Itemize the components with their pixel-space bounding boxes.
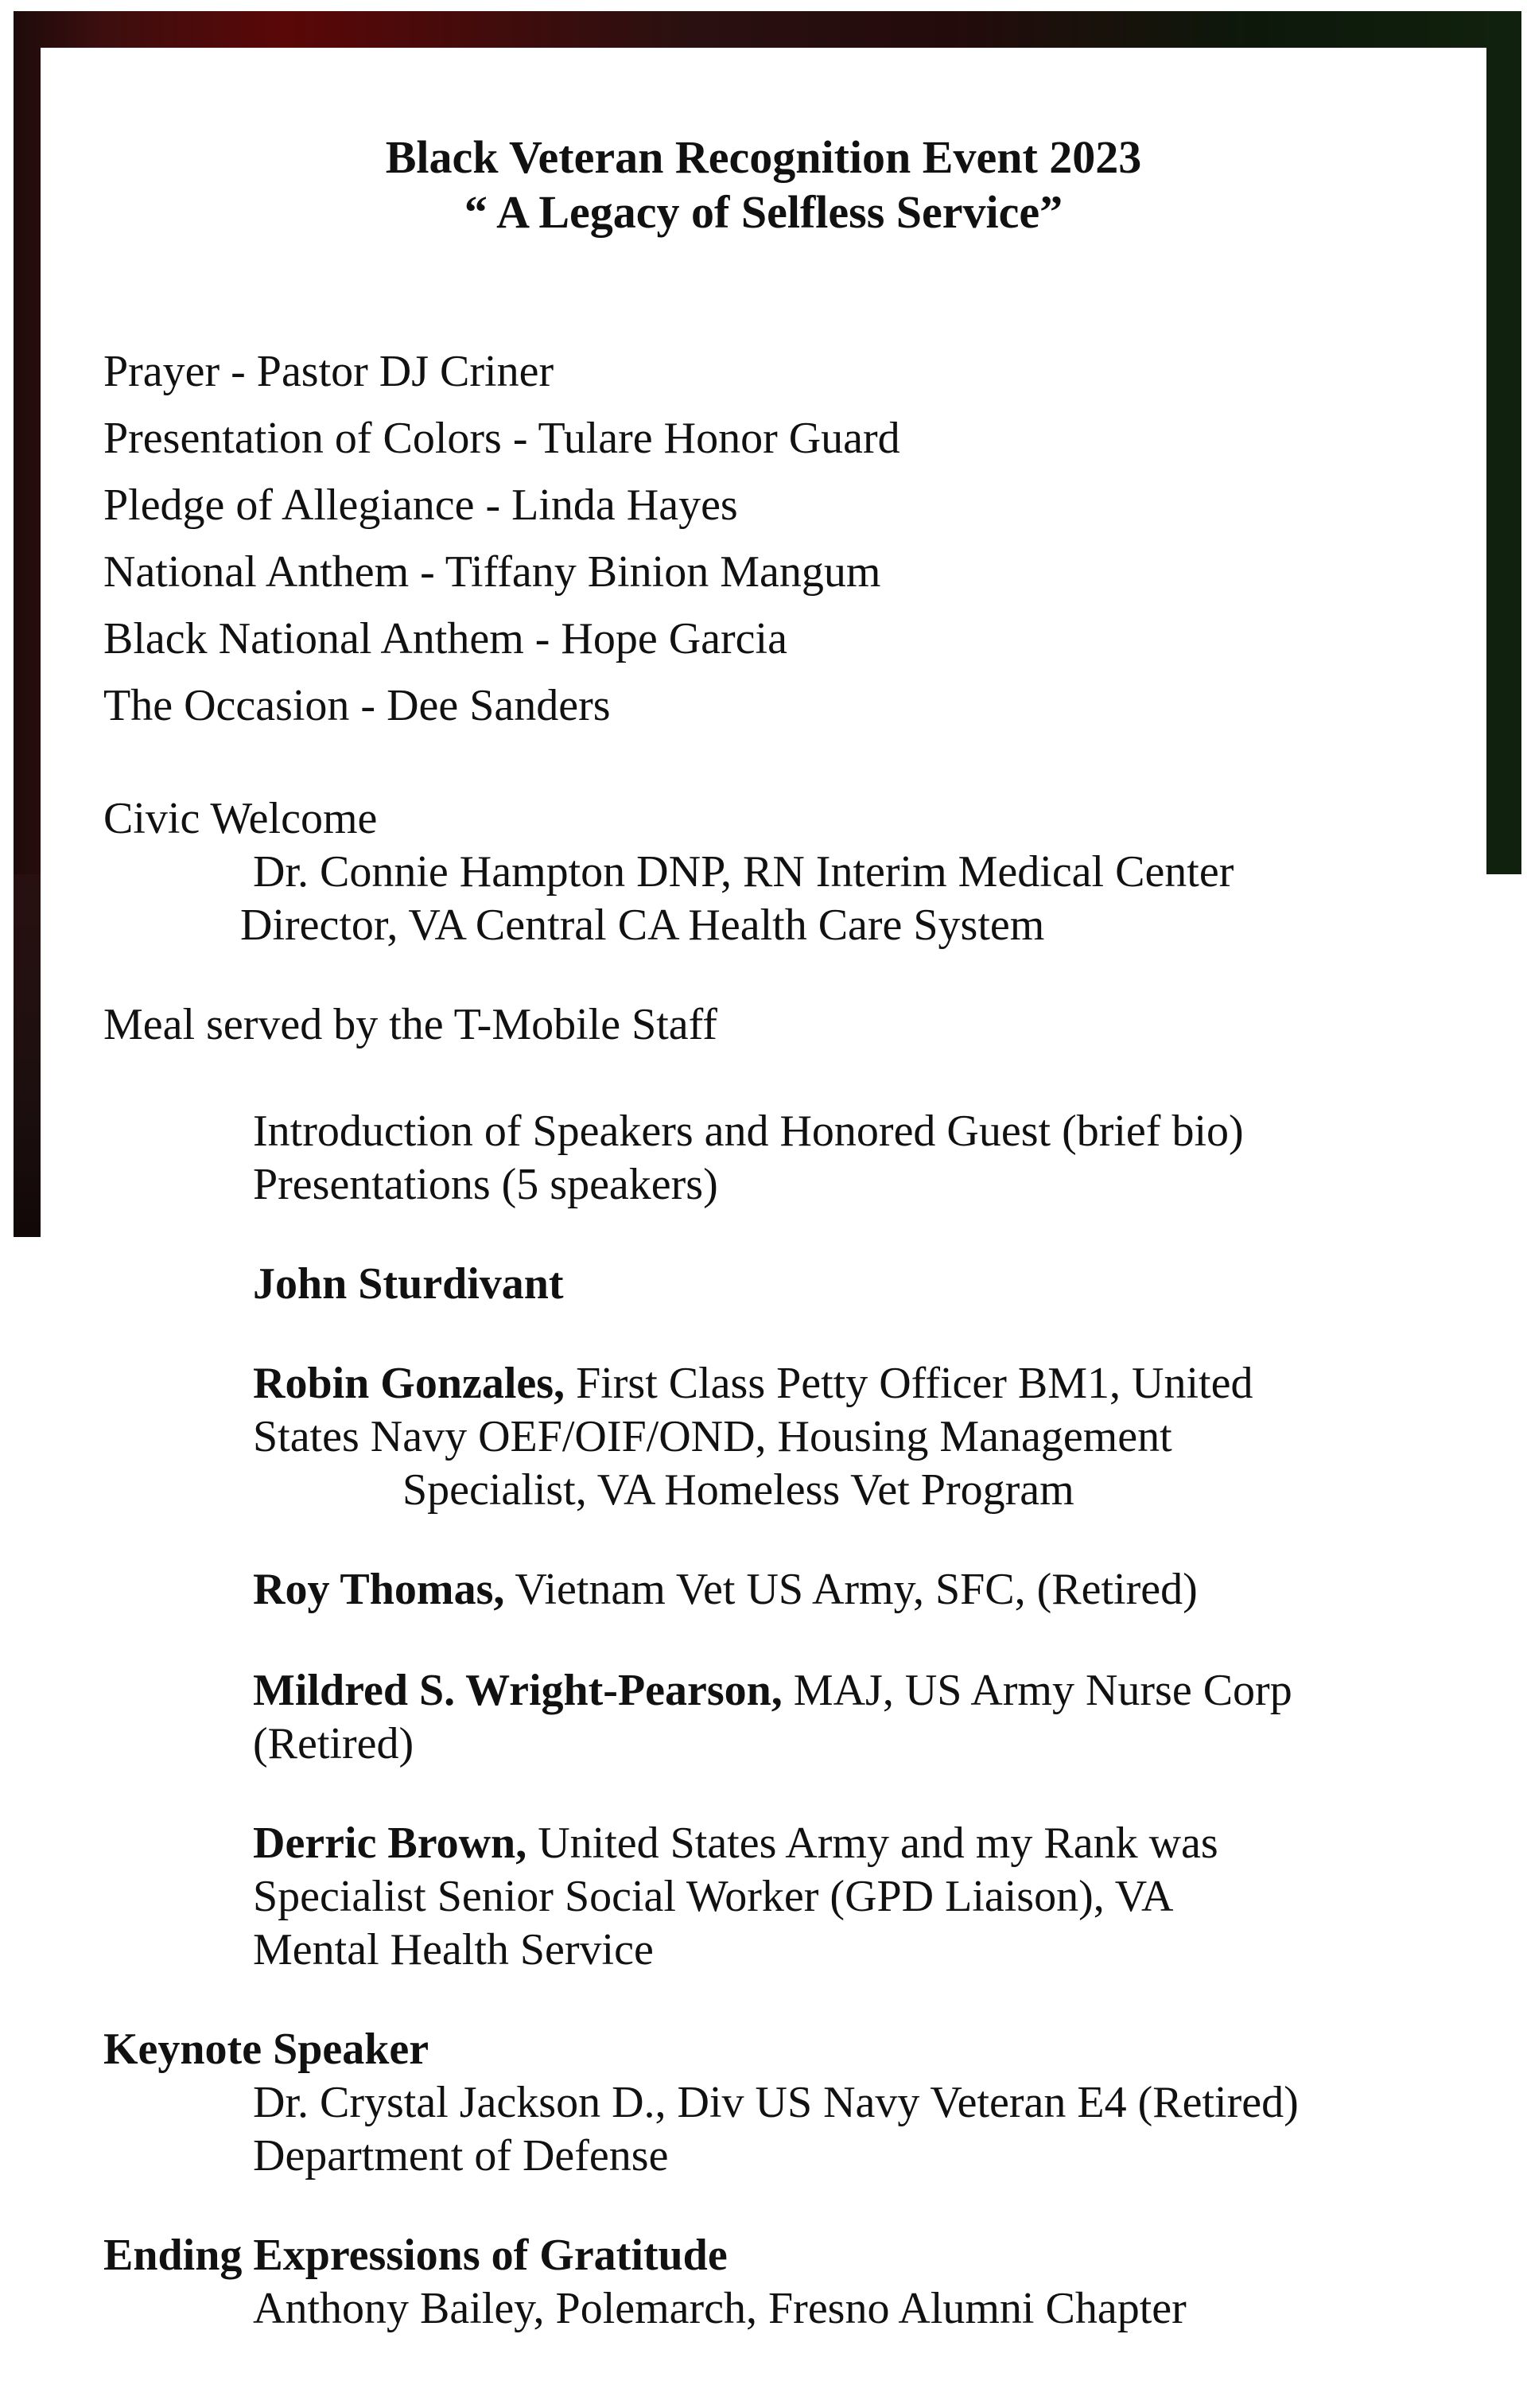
keynote-line: Dr. Crystal Jackson D., Div US Navy Veteran E4 (Retired) (253, 2078, 1299, 2127)
meal-note: Meal served by the T-Mobile Staff (103, 1000, 717, 1049)
ending-line: Anthony Bailey, Polemarch, Fresno Alumni Chapter (253, 2284, 1187, 2333)
speaker-detail: Specialist, VA Homeless Vet Program (402, 1465, 1074, 1515)
event-title: Black Veteran Recognition Event 2023 (385, 131, 1142, 183)
speaker-entry (253, 1664, 1292, 1717)
program-item: Presentation of Colors - Tulare Honor Guard (103, 414, 900, 463)
speaker-detail: Specialist Senior Social Worker (GPD Liaison), VA (253, 1872, 1174, 1921)
civic-welcome-line: Director, VA Central CA Health Care System (240, 901, 1045, 950)
introduction-line: Introduction of Speakers and Honored Guest (brief bio) (253, 1107, 1244, 1156)
program-item: National Anthem - Tiffany Binion Mangum (103, 547, 881, 597)
program-item: The Occasion - Dee Sanders (103, 681, 611, 730)
speaker-detail: States Navy OEF/OIF/OND, Housing Management (253, 1412, 1172, 1461)
speaker-name: Derric Brown, (253, 1819, 527, 1868)
speaker-entry (253, 1357, 1253, 1410)
event-subtitle: “ A Legacy of Selfless Service” (464, 186, 1063, 238)
program-item: Prayer - Pastor DJ Criner (103, 347, 554, 396)
speaker-name: John Sturdivant (253, 1259, 564, 1309)
speaker-detail: Vietnam Vet US Army, SFC, (Retired) (504, 1565, 1198, 1614)
speaker-detail: MAJ, US Army Nurse Corp (782, 1666, 1292, 1715)
ending-heading: Ending Expressions of Gratitude (103, 2231, 728, 2280)
introduction-line: Presentations (5 speakers) (253, 1160, 718, 1209)
civic-welcome-heading: Civic Welcome (103, 794, 378, 843)
keynote-line: Department of Defense (253, 2131, 669, 2180)
background-frame-strip (14, 874, 41, 1237)
speaker-name: Robin Gonzales, (253, 1359, 565, 1408)
speaker-detail: United States Army and my Rank was (526, 1819, 1218, 1868)
speaker-name: Mildred S. Wright-Pearson, (253, 1666, 783, 1715)
civic-welcome-line: Dr. Connie Hampton DNP, RN Interim Medical Center (253, 847, 1234, 897)
speaker-entry (253, 1563, 1198, 1616)
program-item: Black National Anthem - Hope Garcia (103, 614, 787, 663)
keynote-heading: Keynote Speaker (103, 2025, 429, 2074)
speaker-detail: Mental Health Service (253, 1925, 654, 1974)
speaker-detail: (Retired) (253, 1719, 414, 1768)
speaker-name: Roy Thomas, (253, 1565, 505, 1614)
program-item: Pledge of Allegiance - Linda Hayes (103, 480, 738, 530)
speaker-detail: First Class Petty Officer BM1, United (565, 1359, 1253, 1408)
speaker-entry (253, 1817, 1218, 1869)
